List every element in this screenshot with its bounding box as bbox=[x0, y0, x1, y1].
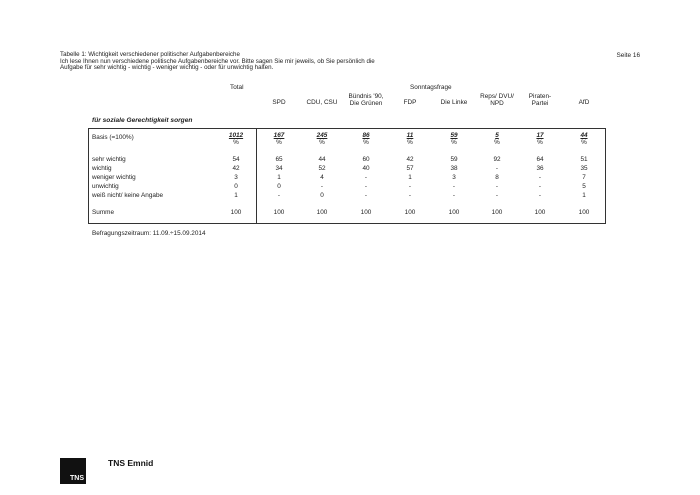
basis-count: 59 bbox=[450, 132, 458, 139]
basis-cell bbox=[343, 133, 389, 146]
table-cell: 65 bbox=[275, 156, 283, 163]
table-cell: 0 bbox=[277, 183, 281, 190]
table-cell: 57 bbox=[406, 165, 414, 172]
page-number: Seite 16 bbox=[616, 52, 640, 59]
column-header-line2: Die Linke bbox=[440, 99, 468, 106]
basis-cell bbox=[431, 133, 477, 146]
table-cell: - bbox=[320, 183, 324, 190]
table-cell: - bbox=[408, 192, 412, 199]
question-line: Aufgabe für sehr wichtig - wichtig - weniger wichtig - oder für unwichtig halten. bbox=[60, 64, 274, 72]
column-header-line2: Partei bbox=[531, 99, 549, 107]
table-cell: 1 bbox=[408, 174, 412, 181]
table-cell: 64 bbox=[536, 156, 544, 163]
question-line: Ich lese Ihnen nun verschiedene politische Aufgabenbereiche vor. Bitte sagen Sie mir jeweils, ob Sie persönlich die bbox=[60, 57, 375, 65]
table-cell: 35 bbox=[580, 165, 588, 172]
column-header bbox=[561, 100, 607, 107]
percent-sign: % bbox=[276, 138, 282, 146]
basis-count: 11 bbox=[406, 132, 414, 139]
column-header-line2: SPD bbox=[272, 99, 286, 106]
percent-sign: % bbox=[537, 138, 543, 146]
table-cell: - bbox=[452, 183, 456, 190]
column-header bbox=[517, 94, 563, 107]
column-header bbox=[474, 94, 520, 107]
table-cell: 100 bbox=[360, 209, 372, 216]
percent-sign: % bbox=[363, 138, 369, 146]
brand-name: TNS Emnid bbox=[108, 458, 154, 468]
basis-cell bbox=[517, 133, 563, 146]
table-cell: - bbox=[538, 174, 542, 181]
percent-sign: % bbox=[581, 138, 587, 146]
basis-cell bbox=[299, 133, 345, 146]
row-label: weiß nicht/ keine Angabe bbox=[92, 192, 164, 199]
table-cell: 40 bbox=[362, 165, 370, 172]
table-cell: 1 bbox=[582, 192, 586, 199]
table-cell: 100 bbox=[534, 209, 546, 216]
percent-sign: % bbox=[233, 138, 239, 146]
column-header bbox=[431, 100, 477, 107]
title-line: Tabelle 1: Wichtigkeit verschiedener politischer Aufgabenbereiche bbox=[60, 51, 240, 58]
percent-sign: % bbox=[494, 138, 500, 146]
table-cell: - bbox=[364, 183, 368, 190]
row-label: weniger wichtig bbox=[92, 174, 136, 181]
column-header-line1: Bündnis '90, bbox=[348, 93, 384, 100]
tns-logo bbox=[60, 458, 86, 484]
table-cell: 44 bbox=[318, 156, 326, 163]
table-cell: 1 bbox=[234, 192, 238, 199]
table-cell: 38 bbox=[450, 165, 458, 172]
column-header-line2: NPD bbox=[490, 99, 504, 107]
total-header: Total bbox=[230, 84, 244, 91]
column-header bbox=[387, 100, 433, 107]
basis-cell bbox=[387, 133, 433, 146]
row-label: sehr wichtig bbox=[92, 156, 126, 163]
logo-text: TNS bbox=[70, 475, 84, 482]
table-cell: - bbox=[408, 183, 412, 190]
column-header-line1: Piraten- bbox=[528, 93, 552, 100]
basis-count: 5 bbox=[495, 132, 499, 139]
table-cell: 4 bbox=[320, 174, 324, 181]
row-label: wichtig bbox=[92, 165, 112, 172]
table-cell: 60 bbox=[362, 156, 370, 163]
row-label: unwichtig bbox=[92, 183, 119, 190]
column-header bbox=[299, 100, 345, 107]
table-cell: 0 bbox=[320, 192, 324, 199]
basis-count: 86 bbox=[362, 132, 370, 139]
table-cell: 7 bbox=[582, 174, 586, 181]
percent-sign: % bbox=[451, 138, 457, 146]
section-title: für soziale Gerechtigkeit sorgen bbox=[92, 117, 193, 124]
table-cell: 100 bbox=[316, 209, 328, 216]
table-cell: 54 bbox=[232, 156, 240, 163]
table-cell: 100 bbox=[404, 209, 416, 216]
table-cell: 36 bbox=[536, 165, 544, 172]
basis-count: 245 bbox=[316, 132, 328, 139]
group-header: Sonntagsfrage bbox=[410, 84, 452, 91]
table-cell: 59 bbox=[450, 156, 458, 163]
table-cell: - bbox=[364, 192, 368, 199]
table-cell: 100 bbox=[578, 209, 590, 216]
table-cell: - bbox=[538, 183, 542, 190]
table-cell: - bbox=[495, 192, 499, 199]
basis-cell bbox=[561, 133, 607, 146]
column-header-line2: AfD bbox=[578, 99, 590, 106]
table-cell: 3 bbox=[452, 174, 456, 181]
column-header bbox=[343, 94, 389, 107]
table-cell: 100 bbox=[491, 209, 503, 216]
table-cell: 100 bbox=[273, 209, 285, 216]
table-cell: 52 bbox=[318, 165, 326, 172]
table-cell: 92 bbox=[493, 156, 501, 163]
table-cell: 100 bbox=[448, 209, 460, 216]
table-cell: 34 bbox=[275, 165, 283, 172]
basis-label: Basis (=100%) bbox=[92, 134, 134, 141]
table-cell: - bbox=[538, 192, 542, 199]
table-cell: 1 bbox=[277, 174, 281, 181]
table-cell: 8 bbox=[495, 174, 499, 181]
table-cell: 51 bbox=[580, 156, 588, 163]
column-header bbox=[256, 100, 302, 107]
basis-count: 1012 bbox=[228, 132, 244, 139]
table-cell: - bbox=[364, 174, 368, 181]
column-header-line1: Reps/ DVU/ bbox=[480, 93, 514, 100]
footnote: Befragungszeitraum: 11.09.÷15.09.2014 bbox=[92, 230, 206, 237]
table-cell: 0 bbox=[234, 183, 238, 190]
table-cell: - bbox=[495, 183, 499, 190]
basis-cell bbox=[256, 133, 302, 146]
basis-count: 167 bbox=[273, 132, 285, 139]
table-title bbox=[60, 52, 480, 72]
basis-count: 44 bbox=[580, 132, 588, 139]
basis-cell bbox=[213, 133, 259, 146]
table-cell: 42 bbox=[406, 156, 414, 163]
column-header-line2: CDU, CSU bbox=[306, 99, 338, 106]
table-cell: 5 bbox=[582, 183, 586, 190]
percent-sign: % bbox=[319, 138, 325, 146]
table-cell: 100 bbox=[230, 209, 242, 216]
table-cell: 42 bbox=[232, 165, 240, 172]
column-header-line2: FDP bbox=[403, 99, 417, 106]
table-cell: - bbox=[495, 165, 499, 172]
row-label: Summe bbox=[92, 209, 115, 216]
basis-count: 17 bbox=[536, 132, 544, 139]
table-cell: 3 bbox=[234, 174, 238, 181]
percent-sign: % bbox=[407, 138, 413, 146]
table-cell: - bbox=[277, 192, 281, 199]
column-header-line2: Die Grünen bbox=[349, 99, 383, 107]
table-cell: - bbox=[452, 192, 456, 199]
basis-cell bbox=[474, 133, 520, 146]
